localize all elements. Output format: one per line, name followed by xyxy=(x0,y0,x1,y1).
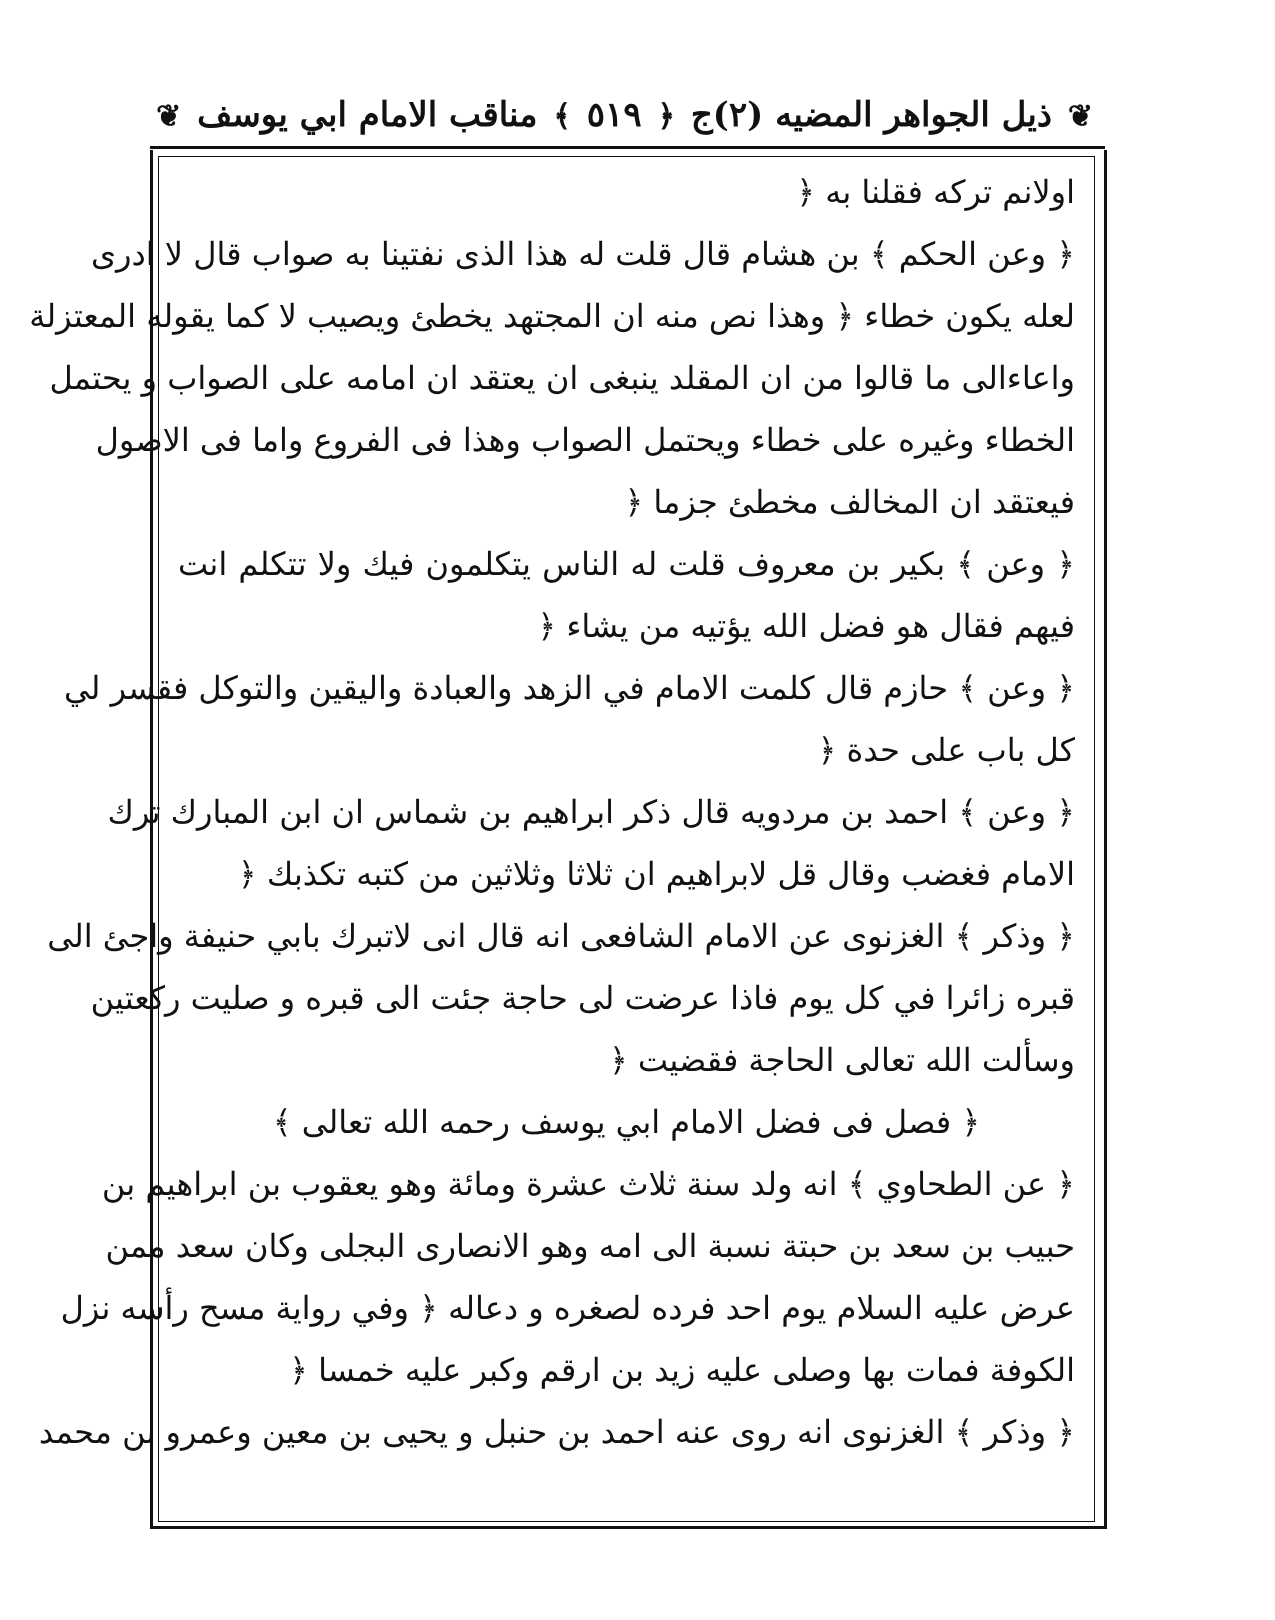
text-line: وسألت الله تعالى الحاجة فقضيت ﴿ xyxy=(609,1041,1075,1079)
text-line: واعاءالى ما قالوا من ان المقلد ينبغى ان يعتقد ان امامه على الصواب و يحتمل xyxy=(49,359,1075,397)
text-body xyxy=(29,162,1075,1512)
text-line: ﴿ وذكر ﴾ الغزنوى انه روى عنه احمد بن حنبل و يحيى بن معين وعمرو بن محمد xyxy=(38,1413,1075,1451)
text-line: ﴿ وعن ﴾ بكير بن معروف قلت له الناس يتكلمون فيك ولا تتكلم انت xyxy=(178,545,1075,583)
text-line: اولانم تركه فقلنا به ﴿ xyxy=(796,173,1075,211)
text-line: ﴿ عن الطحاوي ﴾ انه ولد سنة ثلاث عشرة ومائة وهو يعقوب بن ابراهيم بن xyxy=(101,1165,1075,1203)
header-right-title: مناقب الامام ابي يوسف xyxy=(197,95,538,135)
text-line: كل باب على حدة ﴿ xyxy=(817,731,1075,769)
page-number: ٥١٩ xyxy=(586,95,642,135)
ornament-icon: ❦ xyxy=(1067,99,1093,134)
text-line: ﴿ وذكر ﴾ الغزنوى عن الامام الشافعى انه قال انى لاتبرك بابي حنيفة واجئ الى xyxy=(47,917,1075,955)
text-line: ﴿ وعن ﴾ احمد بن مردويه قال ذكر ابراهيم بن شماس ان ابن المبارك ترك xyxy=(107,793,1075,831)
text-line: لعله يكون خطاء ﴿ وهذا نص منه ان المجتهد يخطئ ويصيب لا كما يقوله المعتزلة xyxy=(29,297,1075,335)
text-line: حبيب بن سعد بن حبتة نسبة الى امه وهو الانصارى البجلى وكان سعد ممن xyxy=(105,1227,1075,1265)
ornament-icon: ﴿ xyxy=(657,99,676,134)
ornament-icon: ❦ xyxy=(156,99,182,134)
running-header xyxy=(156,88,1095,142)
text-line: الخطاء وغيره على خطاء ويحتمل الصواب وهذا فى الفروع واما فى الاصول xyxy=(95,421,1075,459)
text-line: فيعتقد ان المخالف مخطئ جزما ﴿ xyxy=(624,483,1075,521)
header-left-title: ذيل الجواهر المضيه (٢)ج xyxy=(690,95,1053,135)
ornament-icon: ﴾ xyxy=(553,99,571,134)
text-line: الامام فغضب وقال قل لابراهيم ان ثلاثا وثلاثين من كتبه تكذبك ﴿ xyxy=(237,855,1075,893)
section-heading: ﴿ فصل فى فضل الامام ابي يوسف رحمه الله تعالى ﴾ xyxy=(272,1103,981,1141)
text-line: ﴿ وعن الحكم ﴾ بن هشام قال قلت له هذا الذى نفتينا به صواب قال لا ادرى xyxy=(90,235,1075,273)
header-rule xyxy=(150,146,1105,149)
text-line: فيهم فقال هو فضل الله يؤتيه من يشاء ﴿ xyxy=(537,607,1075,645)
text-line: عرض عليه السلام يوم احد فرده لصغره و دعاله ﴿ وفي رواية مسح رأسه نزل xyxy=(60,1289,1075,1327)
text-line: قبره زائرا في كل يوم فاذا عرضت لى حاجة جئت الى قبره و صليت ركعتين xyxy=(90,979,1075,1017)
text-line: ﴿ وعن ﴾ حازم قال كلمت الامام في الزهد والعبادة واليقين والتوكل فقسر لي xyxy=(63,669,1075,707)
text-line: الكوفة فمات بها وصلى عليه زيد بن ارقم وكبر عليه خمسا ﴿ xyxy=(289,1351,1075,1389)
